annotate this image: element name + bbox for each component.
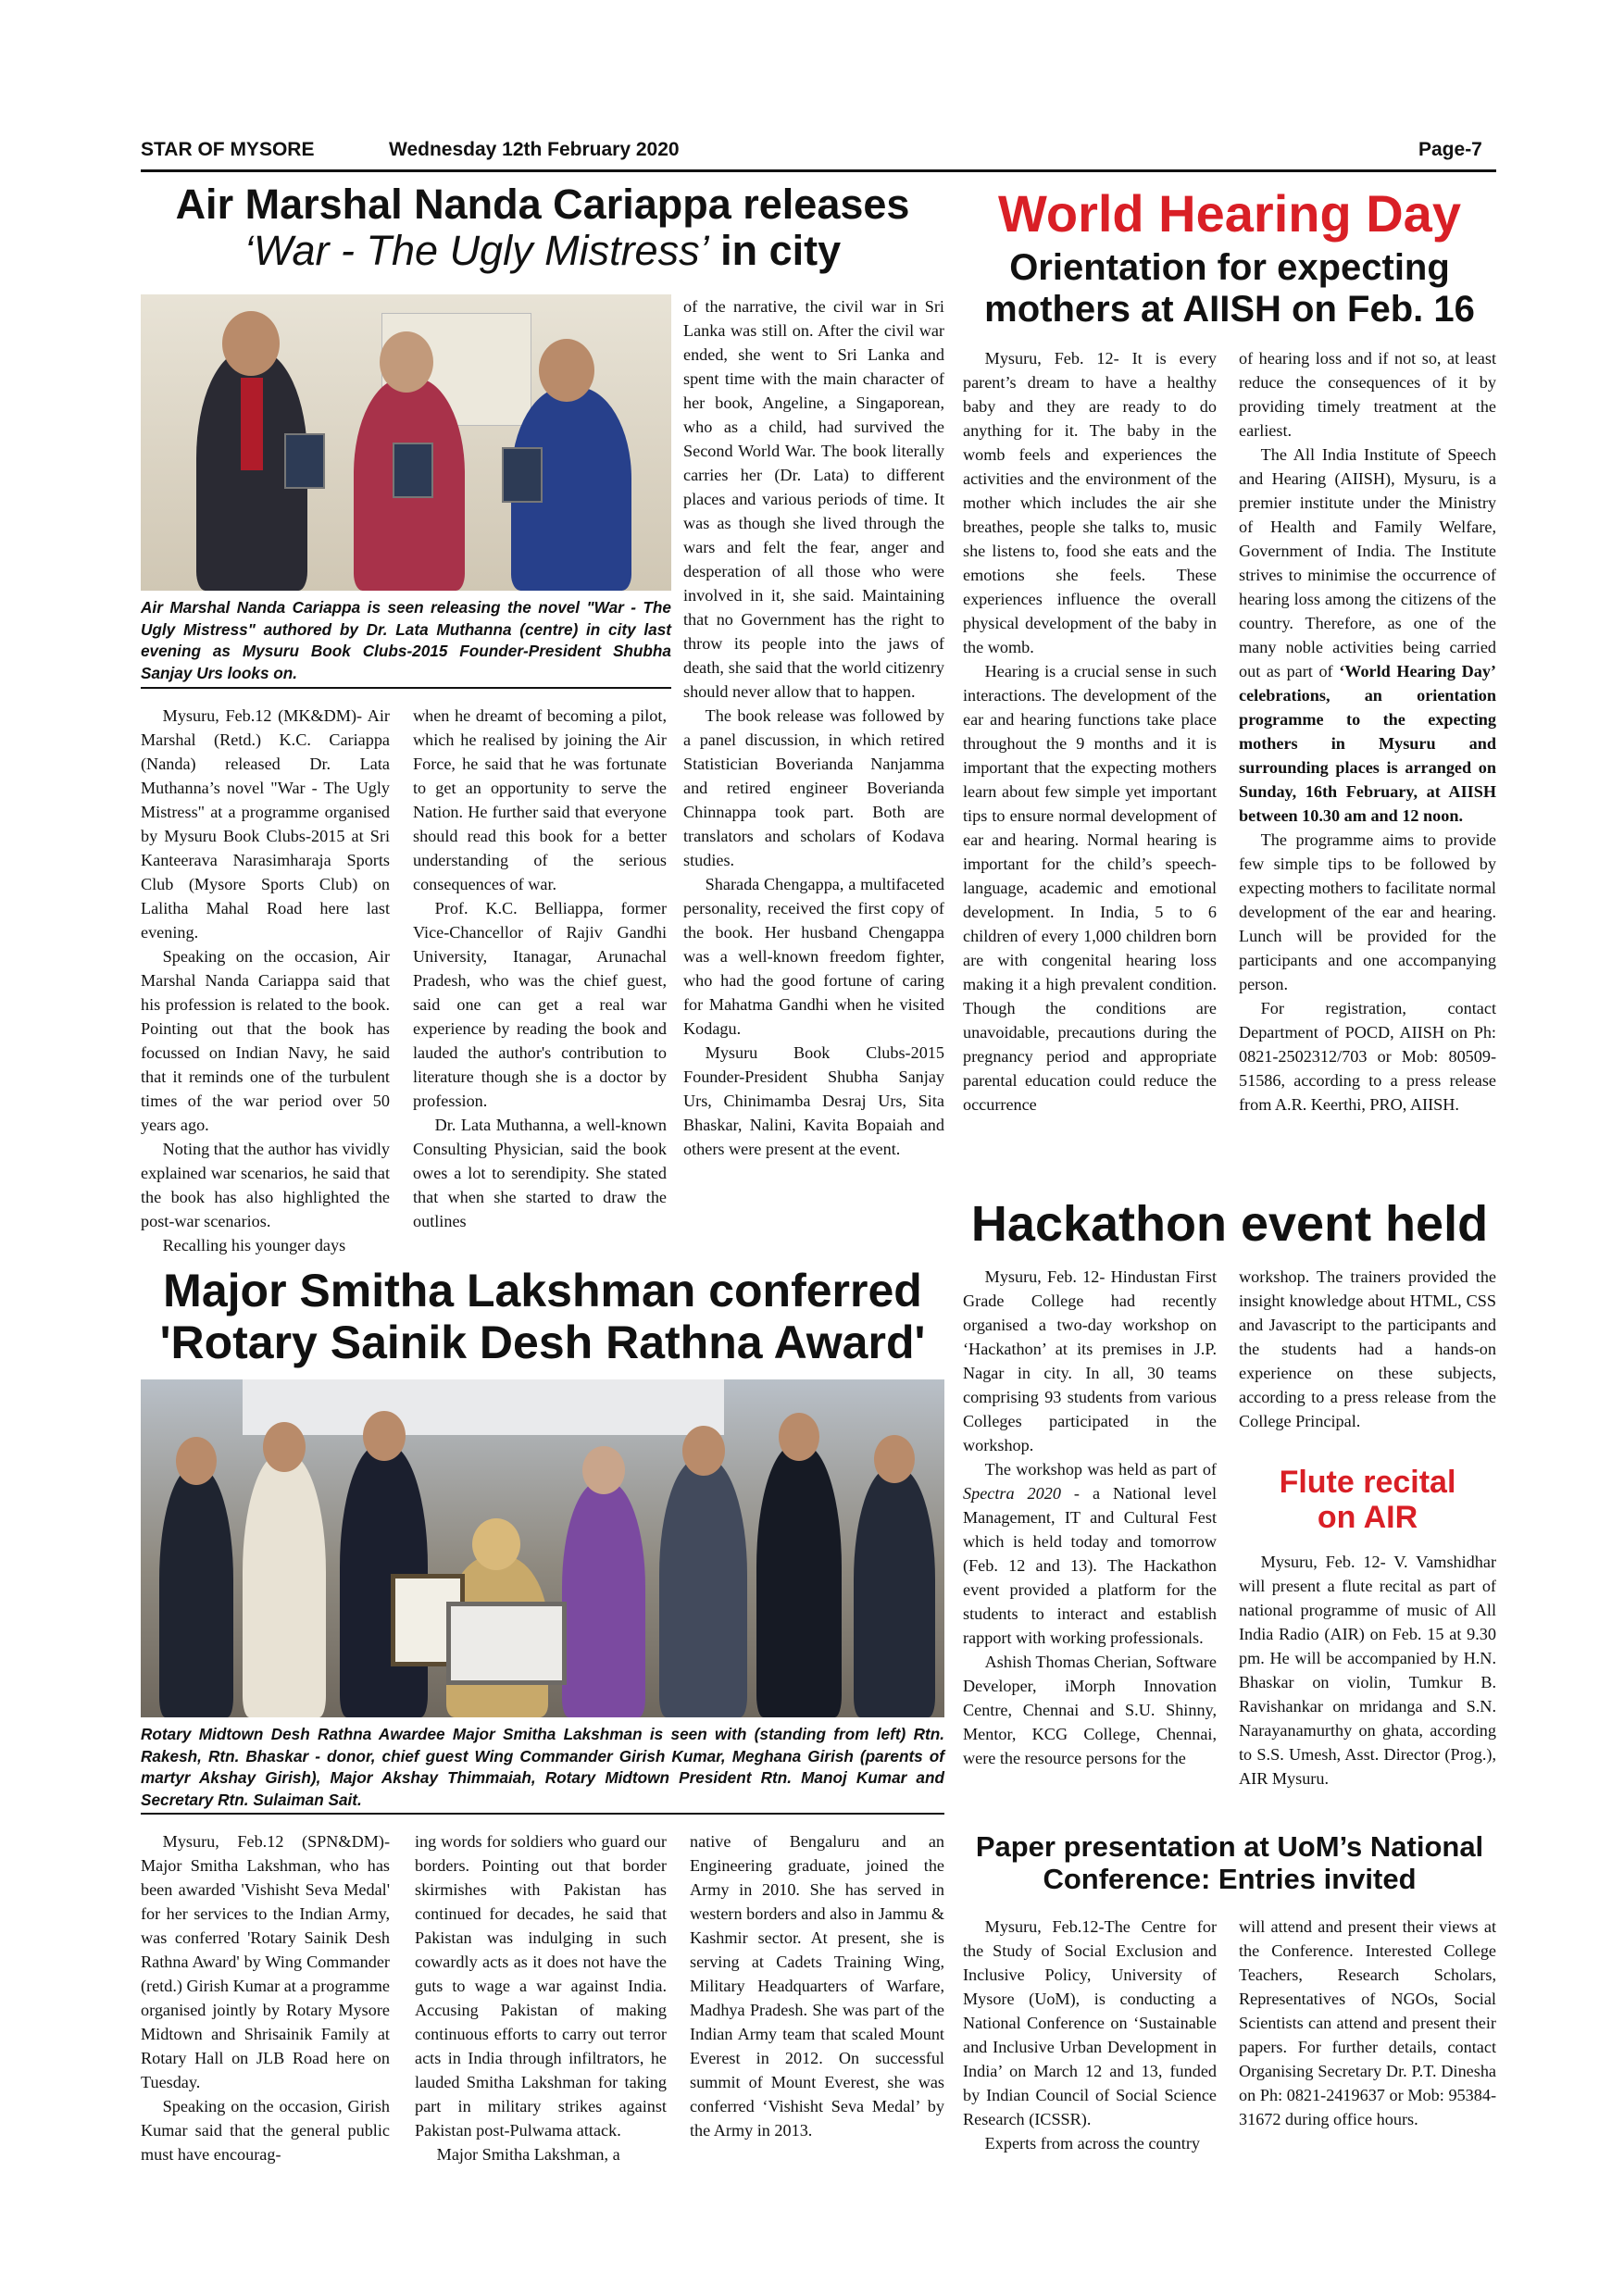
paragraph: Mysuru, Feb.12 (SPN&DM)- Major Smitha Lakshman, who has been awarded 'Vishisht Seva Medal' for her services to the Indian Army, was conferred 'Rotary Sainik Desh Rathna Award' by Wing Commander (retd.) Girish Kumar at a programme organised jointly by Rotary Mysore Midtown and Shrisainik Family at Rotary Hall on JLB Road here on Tuesday. [141, 1832, 390, 2091]
story2-column-1 [141, 1829, 390, 2166]
paragraph: Noting that the author has vividly explained war scenarios, he said that the book has also highlighted the post-war scenarios. [141, 1140, 390, 1230]
story6-headline [963, 1831, 1496, 1895]
fest-name: Spectra 2020 [963, 1484, 1061, 1503]
story3-headline-line3: mothers at AIISH on Feb. 16 [984, 288, 1475, 330]
issue-date: Wednesday 12th February 2020 [389, 139, 680, 160]
story4-column-2 [1239, 1265, 1496, 1433]
story2-headline-line2: 'Rotary Sainik Desh Rathna Award' [159, 1316, 926, 1368]
story1-headline [141, 181, 944, 275]
page-number: Page-7 [1418, 139, 1482, 160]
story4-column-1 [963, 1265, 1217, 1770]
story1-column-2 [413, 704, 667, 1233]
story4-headline [963, 1196, 1496, 1252]
paragraph: Speaking on the occasion, Air Marshal Nanda Cariappa said that his profession is related to the book. Pointing out that the book has focussed on Indian Navy, he said that it reminds one of the turbulent times of the war period over 50 years ago. [141, 947, 390, 1134]
paragraph: The book release was followed by a panel discussion, in which retired Statistician Boverianda Nanjamma and retired engineer Boverianda Chinnappa took part. Both are translators and scholars of Kodava studies. [683, 706, 944, 869]
paragraph-text: The All India Institute of Speech and Hearing (AIISH), Mysuru, is a premier institute under the Ministry of Health and Family Welfare, Government of India. The Institute strives to minimise the occurrence of hearing loss among the citizens of the country. Therefore, as one of the many noble activities being carried out as part of [1239, 445, 1496, 680]
caption-rule [141, 1813, 944, 1815]
story5-headline-line1: Flute recital [1279, 1465, 1456, 1500]
story3-column-2 [1239, 346, 1496, 1117]
story4-headline-text: Hackathon event held [970, 1196, 1489, 1252]
story3-headline-line2: Orientation for expecting [1009, 246, 1450, 288]
paragraph: Recalling his younger days [162, 1236, 346, 1254]
award-caption: Rotary Midtown Desh Rathna Awardee Major Smitha Lakshman is seen with (standing from left) Rtn. Rakesh, Rtn. Bhaskar - donor, chief guest Wing Commander Girish Kumar, Meghana Girish (parents of martyr Akshay Girish), Major Akshay Thimmaiah, Rotary Midtown President Rtn. Manoj Kumar and Secretary Rtn. Sulaiman Sait. [141, 1725, 944, 1809]
paragraph: Mysuru, Feb. 12- Hindustan First Grade College had recently organised a two-day workshop on ‘Hackathon’ at its premises in J.P. Nagar in city. In all, 30 teams comprising 93 students from various Colleges participated in the workshop. [963, 1267, 1217, 1454]
paragraph: Mysuru, Feb.12 (MK&DM)- Air Marshal (Retd.) K.C. Cariappa (Nanda) released Dr. Lata Muthanna’s novel "War - The Ugly Mistress" at a programme organised by Mysuru Book Clubs-2015 at Sri Kanteerava Narasimharaja Sports Club (Mysore Sports Club) on Lalitha Mahal Road here last evening. [141, 706, 390, 942]
book-release-caption: Air Marshal Nanda Cariappa is seen releasing the novel "War - The Ugly Mistress" authored by Dr. Lata Muthanna (centre) in city last evening as Mysuru Book Clubs-2015 Founder-President Shubha Sanjay Urs looks on. [141, 598, 671, 682]
story6-headline-line1: Paper presentation at UoM’s National [975, 1830, 1484, 1863]
paragraph: ing words for soldiers who guard our borders. Pointing out that border skirmishes with Pakistan has continued for decades, he said that Pakistan was indulging in such cowardly acts as it does not have the guts to wage a war against India. Accusing Pakistan of making continuous efforts to carry out terror acts in India through infiltrators, he lauded Smitha Lakshman for taking part in military strikes against Pakistan post-Pulwama attack. [415, 1832, 667, 2140]
paragraph: of hearing loss and if not so, at least reduce the consequences of it by providing timely treatment at the earliest. [1239, 349, 1496, 440]
paragraph: The programme aims to provide few simple tips to be followed by expecting mothers to facilitate normal development of the ear and hearing. Lunch will be provided for the participants and one accompanying person. [1239, 830, 1496, 993]
story2-column-3 [690, 1829, 944, 2142]
paragraph: Sharada Chengappa, a multifaceted personality, received the first copy of the book. Her husband Chengappa was a well-known freedom fighter, who had the good fortune of caring for Mahatma Gandhi when he visited Kodagu. [683, 875, 944, 1038]
paragraph: Hearing is a crucial sense in such interactions. The development of the ear and hearing functions take place throughout the 9 months and it is important that the expecting mothers learn about few simple yet important tips to ensure normal development of ear and hearing. Normal hearing is important for the child’s speech-language, academic and emotional development. In India, 5 to 6 children of every 1,000 children born are with congenital hearing loss making it a high prevalent condition. Though the conditions are unavoidable, precautions during the pregnancy period and appropriate parental education could reduce the occurrence [963, 662, 1217, 1114]
story3-headline-red: World Hearing Day [998, 184, 1461, 243]
paragraph: Speaking on the occasion, Girish Kumar said that the general public must have encourag- [141, 2097, 390, 2164]
paragraph-text: The workshop was held as part of [984, 1460, 1217, 1479]
story1-headline-tail: in city [708, 227, 842, 275]
story1-headline-line1: Air Marshal Nanda Cariappa releases [175, 181, 910, 228]
paragraph: of the narrative, the civil war in Sri Lanka was still on. After the civil war ended, she went to Sri Lanka and spent time with the main character of her book, Angeline, a Singaporean, who as a child, had survived the Second World War. The book literally carries her (Dr. Lata) to different places and various periods of time. It was as though she lived through the wars and felt the fear, anger and desperation of all those who were involved in it, she said. Maintaining that no Government has the right to throw its people into the jaws of death, she said that the world citizenry should never allow that to happen. [683, 297, 944, 701]
story2-column-2 [415, 1829, 667, 2166]
story5-column [1239, 1550, 1496, 1791]
story6-column-2 [1239, 1915, 1496, 2131]
paragraph: For registration, contact Department of POCD, AIISH on Ph: 0821-2502312/703 or Mob: 80509-51586, according to a press release from A.R. Keerthi, PRO, AIISH. [1239, 999, 1496, 1114]
paragraph: Mysuru Book Clubs-2015 Founder-President Shubha Sanjay Urs, Chinimamba Desraj Urs, Sita Bhaskar, Nalini, Kavita Bopaiah and others were present at the event. [683, 1043, 944, 1158]
paragraph: Mysuru, Feb. 12- V. Vamshidhar will present a flute recital as part of national programme of music of All India Radio (AIR) on Feb. 15 at 9.30 pm. He will be accompanied by H.N. Bhaskar on violin, Tumkur B. Ravishankar on mridanga and S.N. Narayanamurthy on ghata, according to S.S. Umesh, Asst. Director (Prog.), AIR Mysuru. [1239, 1553, 1496, 1788]
story1-right-column [683, 294, 944, 1161]
story5-headline [1239, 1465, 1496, 1535]
story5-headline-line2: on AIR [1317, 1500, 1418, 1536]
event-details-bold: ‘World Hearing Day’ celebrations, an orientation programme to the expecting mothers in Mysuru and surrounding places is arranged on Sunday, 16th February, at AIISH between 10.30 am and 12 noon. [1239, 662, 1496, 825]
story2-headline [141, 1265, 944, 1368]
paragraph: Major Smitha Lakshman, a [436, 2145, 620, 2164]
paragraph: Mysuru, Feb.12-The Centre for the Study of Social Exclusion and Inclusive Policy, University of Mysore (UoM), is conducting a National Conference on ‘Sustainable and Inclusive Urban Development in India’ on March 12 and 13, funded by Indian Council of Social Science Research (ICSSR). [963, 1917, 1217, 2128]
story3-column-1 [963, 346, 1217, 1117]
header-rule [141, 169, 1496, 172]
paper-name: STAR OF MYSORE [141, 139, 315, 160]
paragraph: will attend and present their views at the Conference. Interested College Teachers, Research Scholars, Representatives of NGOs, Social Scientists can attend and present their papers. For further details, contact Organising Secretary Dr. P.T. Dinesha on Ph: 0821-2419637 or Mob: 95384-31672 during office hours. [1239, 1917, 1496, 2128]
book-release-photo [141, 294, 671, 591]
story6-column-1 [963, 1915, 1217, 2155]
paragraph: Ashish Thomas Cherian, Software Developer, iMorph Innovation Centre, Chennai and S.U. Shinny, Mentor, KCG College, Chennai, were the resource persons for the [963, 1653, 1217, 1767]
story3-headline [963, 185, 1496, 330]
paragraph: Experts from across the country [984, 2134, 1200, 2152]
award-ceremony-photo [141, 1379, 944, 1717]
paragraph: native of Bengaluru and an Engineering graduate, joined the Army in 2010. She has served in western borders and also in Jammu & Kashmir sector. At present, she is serving at Cadets Training Wing, Military Headquarters of Warfare, Madhya Pradesh. She was part of the Indian Army team that scaled Mount Everest in 2012. On successful summit of Mount Everest, she was conferred ‘Vishisht Seva Medal’ by the Army in 2013. [690, 1832, 944, 2140]
story2-headline-line1: Major Smitha Lakshman conferred [163, 1265, 922, 1316]
caption-rule [141, 687, 671, 689]
paragraph: Mysuru, Feb. 12- It is every parent’s dream to have a healthy baby and they are ready to do anything for it. The baby in the womb feels and experiences the activities and the environment of the mother which includes the air she breathes, people she talks to, music she listens to, food she eats and the emotions she feels. These experiences influence the overall physical development of the baby in the womb. [963, 349, 1217, 656]
paragraph-text: - a National level Management, IT and Cultural Fest which is held today and tomorrow (Feb. 12 and 13). The Hackathon event provided a platform for the students to interact and establish rapport with working professionals. [963, 1484, 1218, 1647]
story6-headline-line2: Conference: Entries invited [1043, 1862, 1417, 1895]
paragraph: Prof. K.C. Belliappa, former Vice-Chancellor of Rajiv Gandhi University, Itanagar, Arunachal Pradesh, who was the chief guest, said one can get a real war experience by reading the book and lauded the author's contribution to literature though she is a doctor by profession. [413, 899, 667, 1110]
book-title: ‘War - The Ugly Mistress’ [244, 227, 709, 275]
paragraph: when he dreamt of becoming a pilot, which he realised by joining the Air Force, he said that he was fortunate to get an opportunity to serve the Nation. He further said that everyone should read this book for a better understanding of the serious consequences of war. [413, 706, 667, 893]
paragraph: Dr. Lata Muthanna, a well-known Consulting Physician, said the book owes a lot to serendipity. She stated that when she started to draw the outlines [413, 1116, 667, 1230]
story1-column-1 [141, 704, 390, 1257]
paragraph: workshop. The trainers provided the insight knowledge about HTML, CSS and Javascript to the participants and the students had a hands-on experience on these subjects, according to a press release from the College Principal. [1239, 1267, 1496, 1430]
